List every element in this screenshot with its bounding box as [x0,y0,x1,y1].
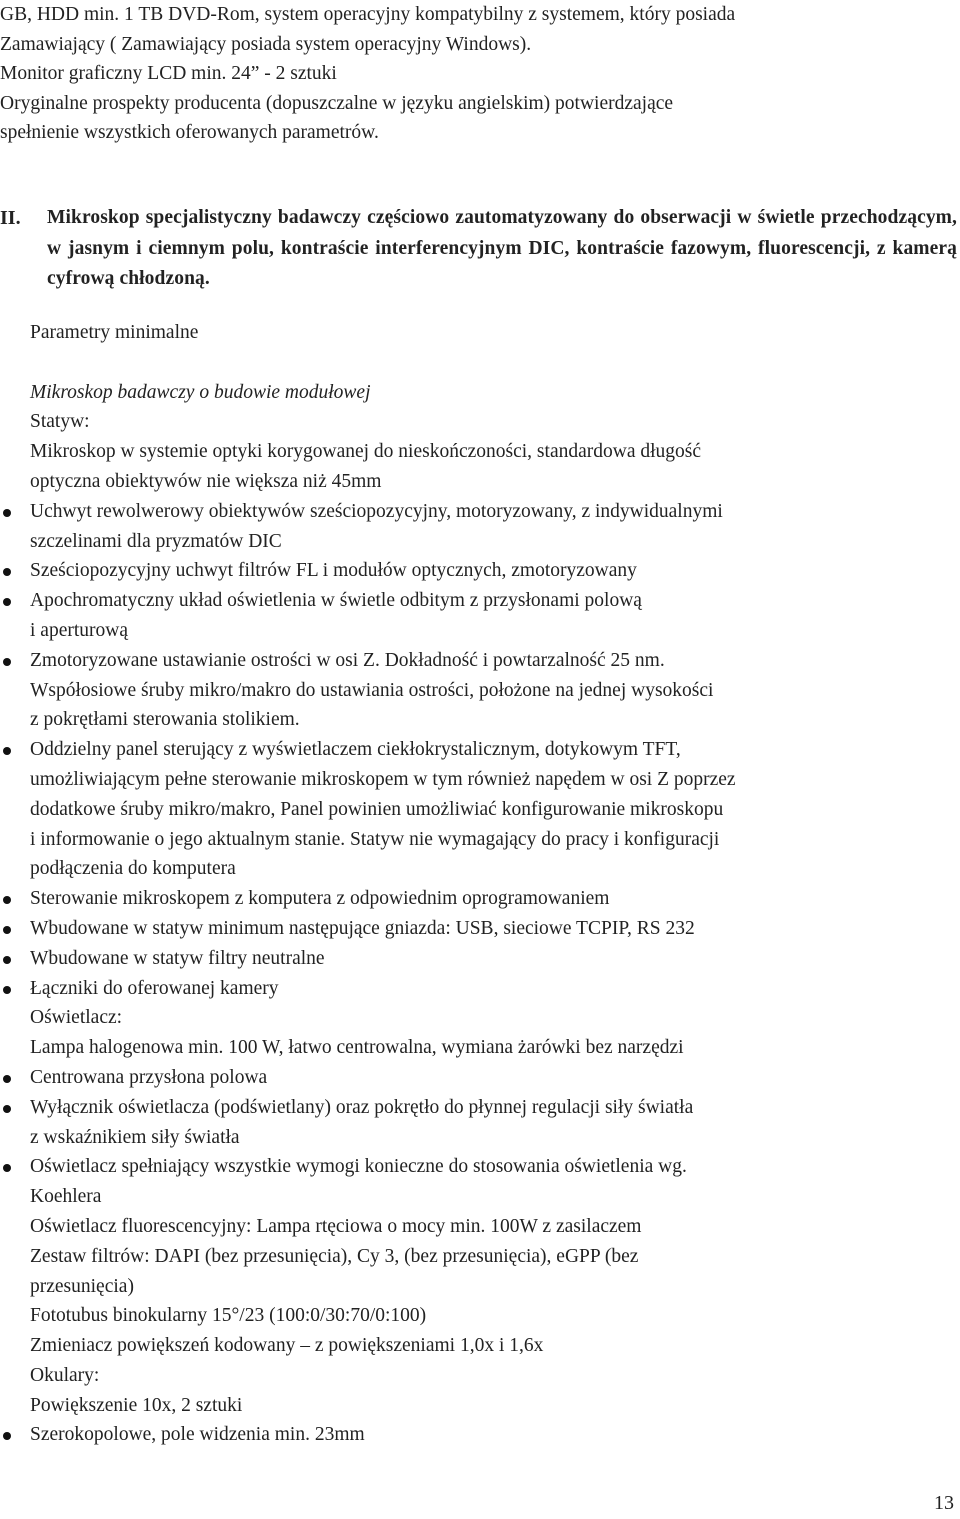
spec-text: Apochromatyczny układ oświetlenia w świetle odbitym z przysłonami polową [30,590,642,612]
bullet-item [0,646,960,676]
bullet-icon [3,1105,11,1113]
spec-line [0,437,960,467]
bullet-item [0,556,960,586]
bullet-icon [3,568,11,576]
spec-text: Zmieniacz powiększeń kodowany – z powiększeniami 1,0x i 1,6x [30,1335,544,1357]
bullet-item [0,944,960,974]
spec-text: Łączniki do oferowanej kamery [30,977,279,999]
bullet-icon [3,1075,11,1083]
bullet-item [0,586,960,616]
spec-text: Wyłącznik oświetlacza (podświetlany) oraz pokrętło do płynnej regulacji siły światła [30,1096,694,1118]
spec-text: Uchwyt rewolwerowy obiektywów sześciopozycyjny, motoryzowany, z indywidualnymi [30,500,723,522]
spec-text: Wbudowane w statyw minimum następujące gniazda: USB, sieciowe TCPIP, RS 232 [30,917,695,939]
specification-body [0,318,960,1450]
spec-line [0,1033,960,1063]
spec-list [0,407,960,1450]
params-label: Parametry minimalne [30,322,199,343]
page-number: 13 [934,1492,954,1514]
bullet-icon [3,509,11,517]
spec-line [0,1331,960,1361]
spec-text: podłączenia do komputera [30,858,236,880]
intro-line: Oryginalne prospekty producenta (dopuszczalne w języku angielskim) potwierdzające [0,92,674,114]
spec-line [0,1242,960,1272]
bullet-icon [3,1432,11,1440]
bullet-icon [3,896,11,904]
spec-text: Lampa halogenowa min. 100 W, łatwo centrowalna, wymiana żarówki bez narzędzi [30,1037,684,1059]
intro-line: spełnienie wszystkich oferowanych parametrów. [0,122,379,143]
spec-text: Sterowanie mikroskopem z komputera z odpowiednim oprogramowaniem [30,888,610,910]
spec-text: i informowanie o jego aktualnym stanie. Statyw nie wymagający do pracy i konfiguracji [30,828,720,850]
spec-text: Koehlera [30,1186,102,1208]
spec-line [0,1123,960,1153]
spec-text: Fototubus binokularny 15°/23 (100:0/30:70/0:100) [30,1305,427,1327]
spec-text: Oświetlacz fluorescencyjny: Lampa rtęciowa o mocy min. 100W z zasilaczem [30,1215,642,1237]
spec-text: Współosiowe śruby mikro/makro do ustawiania ostrości, położone na jednej wysokości [30,679,714,701]
spec-text: umożliwiającym pełne sterowanie mikroskopem w tym również napędem w osi Z poprzez [30,768,736,790]
intro-line: GB, HDD min. 1 TB DVD-Rom, system operacyjny kompatybilny z systemem, który posiada [0,4,736,25]
spacer [0,348,960,378]
spec-line [0,467,960,497]
bullet-item [0,884,960,914]
spec-line [0,1272,960,1302]
bullet-item [0,1420,960,1450]
bullet-icon [3,658,11,666]
spec-line [0,825,960,855]
bullet-icon [3,598,11,606]
intro-paragraph [0,0,960,148]
spec-text: i aperturową [30,619,128,641]
bullet-item [0,974,960,1004]
intro-line: Monitor graficzny LCD min. 24” - 2 sztuki [0,63,337,84]
spec-text: z pokrętłami sterowania stolikiem. [30,709,300,731]
bullet-item [0,1093,960,1123]
spec-text: Oświetlacz spełniający wszystkie wymogi konieczne do stosowania oświetlenia wg. [30,1156,687,1178]
bullet-icon [3,1164,11,1172]
spec-line [0,795,960,825]
bullet-item [0,1152,960,1182]
spec-text: Oddzielny panel sterujący z wyświetlaczem ciekłokrystalicznym, dotykowym TFT, [30,739,681,761]
spec-text: z wskaźnikiem siły światła [30,1126,240,1148]
spec-line [0,1003,960,1033]
spec-line [0,616,960,646]
spec-text: Szerokopolowe, pole widzenia min. 23mm [30,1424,365,1446]
subtitle: Mikroskop badawczy o budowie modułowej [30,381,371,403]
spec-line [0,705,960,735]
bullet-item [0,1063,960,1093]
section-title: Mikroskop specjalistyczny badawczy częściowo zautomatyzowany do obserwacji w świetle przechodzącym, w jasnym i ciemnym polu, kontraście interferencyjnym DIC, kontraście fazowym, fluorescencji, z kamerą cyfrową chłodzoną. [47,207,957,289]
bullet-item [0,497,960,527]
spec-text: przesunięcia) [30,1275,134,1297]
spec-text: szczelinami dla pryzmatów DIC [30,530,282,552]
spec-text: Statyw: [30,411,90,433]
spec-text: dodatkowe śruby mikro/makro, Panel powinien umożliwiać konfigurowanie mikroskopu [30,798,724,820]
bullet-icon [3,986,11,994]
bullet-icon [3,926,11,934]
spec-text: Zestaw filtrów: DAPI (bez przesunięcia), Cy 3, (bez przesunięcia), eGPP (bez [30,1245,639,1267]
spec-line [0,676,960,706]
bullet-icon [3,956,11,964]
spec-text: Okulary: [30,1364,100,1386]
spec-line [0,1301,960,1331]
section-number: II. [0,207,21,229]
spec-text: Centrowana przysłona polowa [30,1066,268,1088]
bullet-icon [3,747,11,755]
spec-line [0,1361,960,1391]
spec-text: optyczna obiektywów nie większa niż 45mm [30,470,382,492]
spec-line [0,527,960,557]
spec-line [0,1182,960,1212]
spec-line [0,765,960,795]
spec-text: Mikroskop w systemie optyki korygowanej do nieskończoności, standardowa długość [30,441,702,463]
spec-text: Sześciopozycyjny uchwyt filtrów FL i modułów optycznych, zmotoryzowany [30,560,637,582]
spec-text: Zmotoryzowane ustawianie ostrości w osi Z. Dokładność i powtarzalność 25 nm. [30,649,665,671]
intro-line: Zamawiający ( Zamawiający posiada system operacyjny Windows). [0,33,532,55]
bullet-item [0,914,960,944]
spec-text: Wbudowane w statyw filtry neutralne [30,947,325,969]
spec-line [0,854,960,884]
spec-text: Powiększenie 10x, 2 sztuki [30,1394,243,1416]
spec-text: Oświetlacz: [30,1007,123,1029]
spec-line [0,1212,960,1242]
bullet-item [0,735,960,765]
spec-line [0,1391,960,1421]
spec-line [0,407,960,437]
